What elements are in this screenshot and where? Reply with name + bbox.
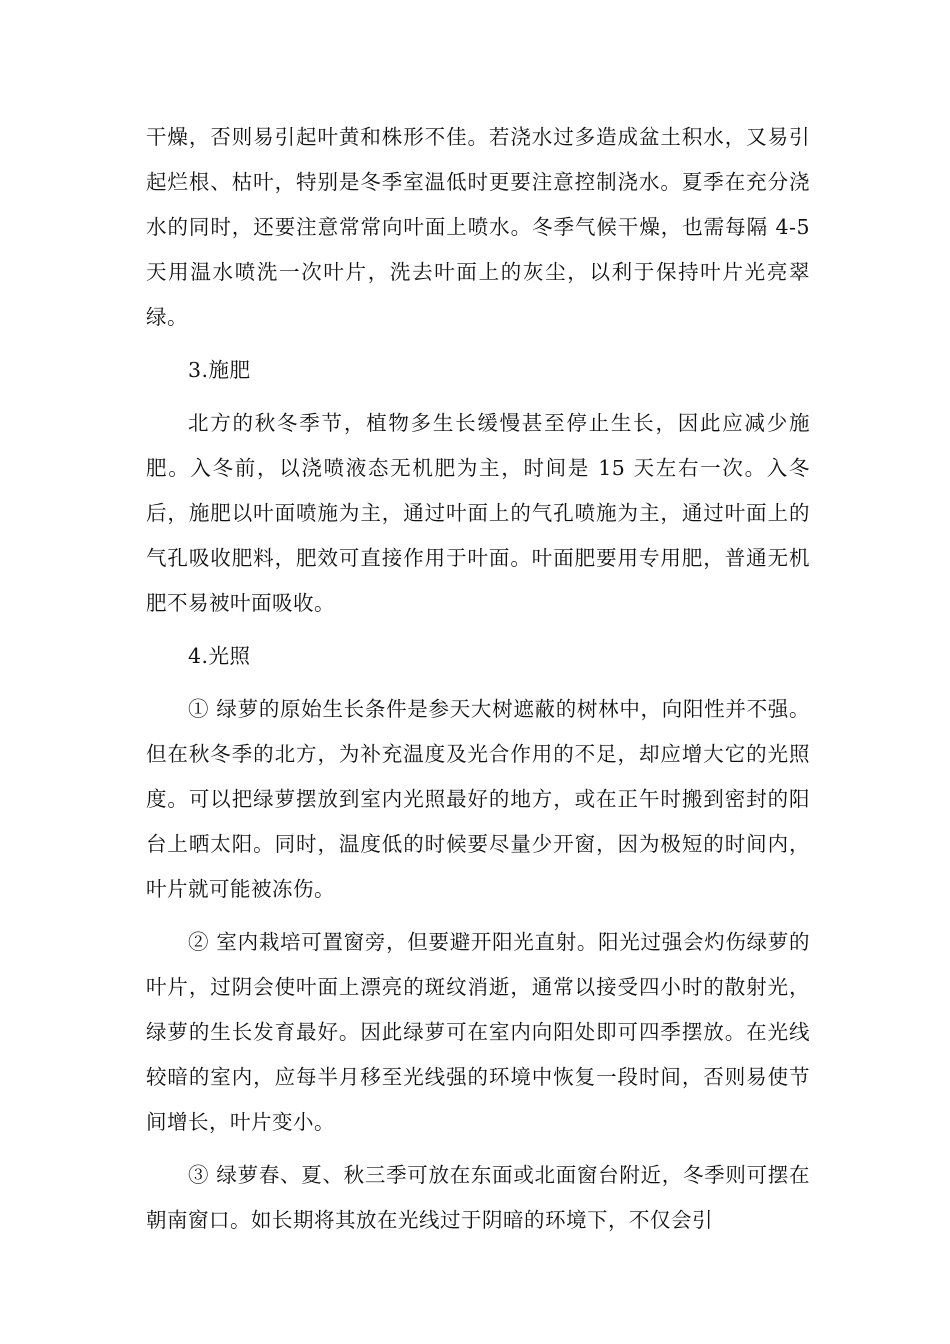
section-heading-fertilizing: 3.施肥 [188, 358, 251, 382]
section-heading-lighting: 4.光照 [188, 644, 251, 668]
paragraph-lighting-3: ③ 绿萝春、夏、秋三季可放在东面或北面窗台附近，冬季则可摆在朝南窗口。如长期将其放在光线过于阴暗的环境下，不仅会引 [146, 1163, 810, 1232]
document-body [146, 115, 810, 1251]
paragraph-lighting-1: ① 绿萝的原始生长条件是参天大树遮蔽的树林中，向阳性并不强。但在秋冬季的北方，为补充温度及光合作用的不足，却应增大它的光照度。可以把绿萝摆放到室内光照最好的地方，或在正午时搬到密封的阳台上晒太阳。同时，温度低的时候要尽量少开窗，因为极短的时间内，叶片就可能被冻伤。 [146, 697, 810, 901]
paragraph-lighting-2: ② 室内栽培可置窗旁，但要避开阳光直射。阳光过强会灼伤绿萝的叶片，过阴会使叶面上漂亮的斑纹消逝，通常以接受四小时的散射光，绿萝的生长发育最好。因此绿萝可在室内向阳处即可四季摆放。在光线较暗的室内，应每半月移至光线强的环境中恢复一段时间，否则易使节间增长，叶片变小。 [146, 930, 810, 1134]
paragraph-watering-continued: 干燥，否则易引起叶黄和株形不佳。若浇水过多造成盆土积水，又易引起烂根、枯叶，特别是冬季室温低时更要注意控制浇水。夏季在充分浇水的同时，还要注意常常向叶面上喷水。冬季气候干燥，也需每隔 4-5 天用温水喷洗一次叶片，洗去叶面上的灰尘，以利于保持叶片光亮翠绿。 [146, 125, 810, 329]
paragraph-fertilizing: 北方的秋冬季节，植物多生长缓慢甚至停止生长，因此应减少施肥。入冬前，以浇喷液态无机肥为主，时间是 15 天左右一次。入冬后，施肥以叶面喷施为主，通过叶面上的气孔喷施为主，通过叶面上的气孔吸收肥料，肥效可直接作用于叶面。叶面肥要用专用肥，普通无机肥不易被叶面吸收。 [146, 411, 810, 615]
